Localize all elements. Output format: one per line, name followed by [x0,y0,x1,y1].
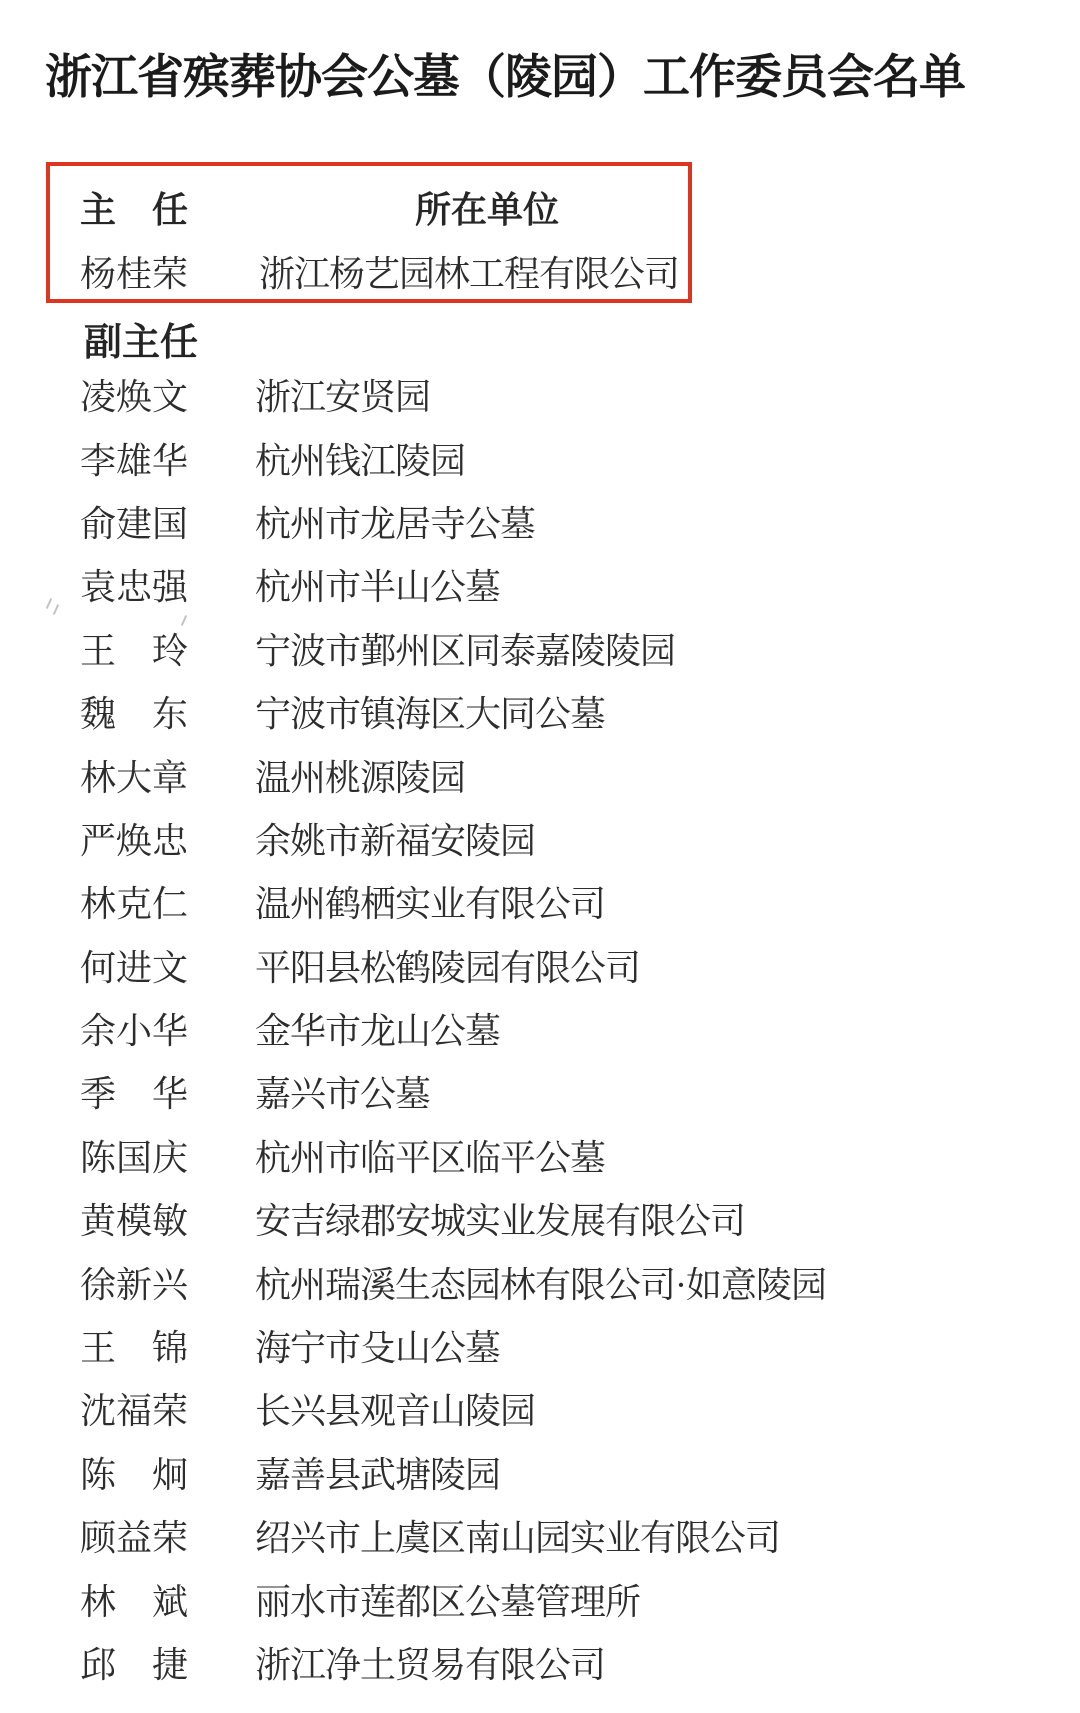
member-row [0,1504,1080,1567]
member-list [0,363,1080,1694]
member-row [0,934,1080,997]
red-highlight-box [46,162,692,303]
member-unit: 宁波市鄞州区同泰嘉陵陵园 [255,630,676,671]
member-name: 余小华 [80,1011,189,1052]
member-name: 王 锦 [80,1328,189,1369]
member-name: 顾益荣 [80,1518,189,1559]
director-name: 杨桂荣 [80,254,189,294]
unit-column-header: 所在单位 [415,190,560,230]
member-row [0,1567,1080,1630]
member-name: 李雄华 [80,440,189,481]
member-unit: 宁波市镇海区大同公墓 [255,694,606,735]
member-name: 何进文 [80,947,189,988]
member-unit: 长兴县观音山陵园 [255,1391,536,1432]
director-unit: 浙江杨艺园林工程有限公司 [259,254,680,294]
member-name: 俞建国 [80,503,189,544]
member-unit: 杭州市临平区临平公墓 [255,1137,606,1178]
member-row [0,997,1080,1060]
member-unit: 杭州瑞溪生态园林有限公司·如意陵园 [255,1264,826,1305]
member-unit: 浙江安贤园 [255,377,431,418]
member-row [0,363,1080,426]
member-row [0,1314,1080,1377]
member-unit: 杭州市半山公墓 [255,567,501,608]
member-unit: 杭州市龙居寺公墓 [255,503,536,544]
member-row [0,743,1080,806]
member-name: 陈 炯 [80,1454,189,1495]
member-name: 季 华 [80,1074,189,1115]
member-row [0,1250,1080,1313]
member-unit: 浙江净土贸易有限公司 [255,1645,606,1685]
member-row [0,807,1080,870]
member-row [0,1631,1080,1694]
member-row [0,553,1080,616]
member-name: 林大章 [80,757,189,798]
member-name: 沈福荣 [80,1391,189,1432]
deputy-section-heading: 副主任 [84,322,199,364]
member-row [0,426,1080,489]
member-unit: 温州桃源陵园 [255,757,466,798]
member-unit: 嘉善县武塘陵园 [255,1454,501,1495]
member-name: 陈国庆 [80,1137,189,1178]
member-unit: 安吉绿郡安城实业发展有限公司 [255,1201,746,1242]
member-name: 凌焕文 [80,377,189,418]
member-row [0,680,1080,743]
member-row [0,617,1080,680]
member-unit: 余姚市新福安陵园 [255,820,536,861]
member-unit: 杭州钱江陵园 [255,440,466,481]
member-unit: 温州鹤栖实业有限公司 [255,884,606,925]
member-row [0,1377,1080,1440]
member-row [0,1060,1080,1123]
member-unit: 金华市龙山公墓 [255,1011,501,1052]
member-name: 徐新兴 [80,1264,189,1305]
member-unit: 嘉兴市公墓 [255,1074,431,1115]
member-name: 林 斌 [80,1581,189,1622]
member-name: 王 玲 [80,630,189,671]
member-name: 邱 捷 [80,1645,189,1685]
member-unit: 海宁市殳山公墓 [255,1328,501,1369]
member-unit: 平阳县松鹤陵园有限公司 [255,947,641,988]
member-row [0,1441,1080,1504]
member-name: 严焕忠 [80,820,189,861]
member-row [0,870,1080,933]
member-unit: 丽水市莲都区公墓管理所 [255,1581,641,1622]
member-unit: 绍兴市上虞区南山园实业有限公司 [255,1518,781,1559]
member-name: 黄模敏 [80,1201,189,1242]
member-row [0,1124,1080,1187]
page-title: 浙江省殡葬协会公墓（陵园）工作委员会名单 [45,52,965,104]
member-row [0,1187,1080,1250]
member-name: 魏 东 [80,694,189,735]
member-name: 林克仁 [80,884,189,925]
member-name: 袁忠强 [80,567,189,608]
director-role-label: 主 任 [80,190,189,230]
member-row [0,490,1080,553]
